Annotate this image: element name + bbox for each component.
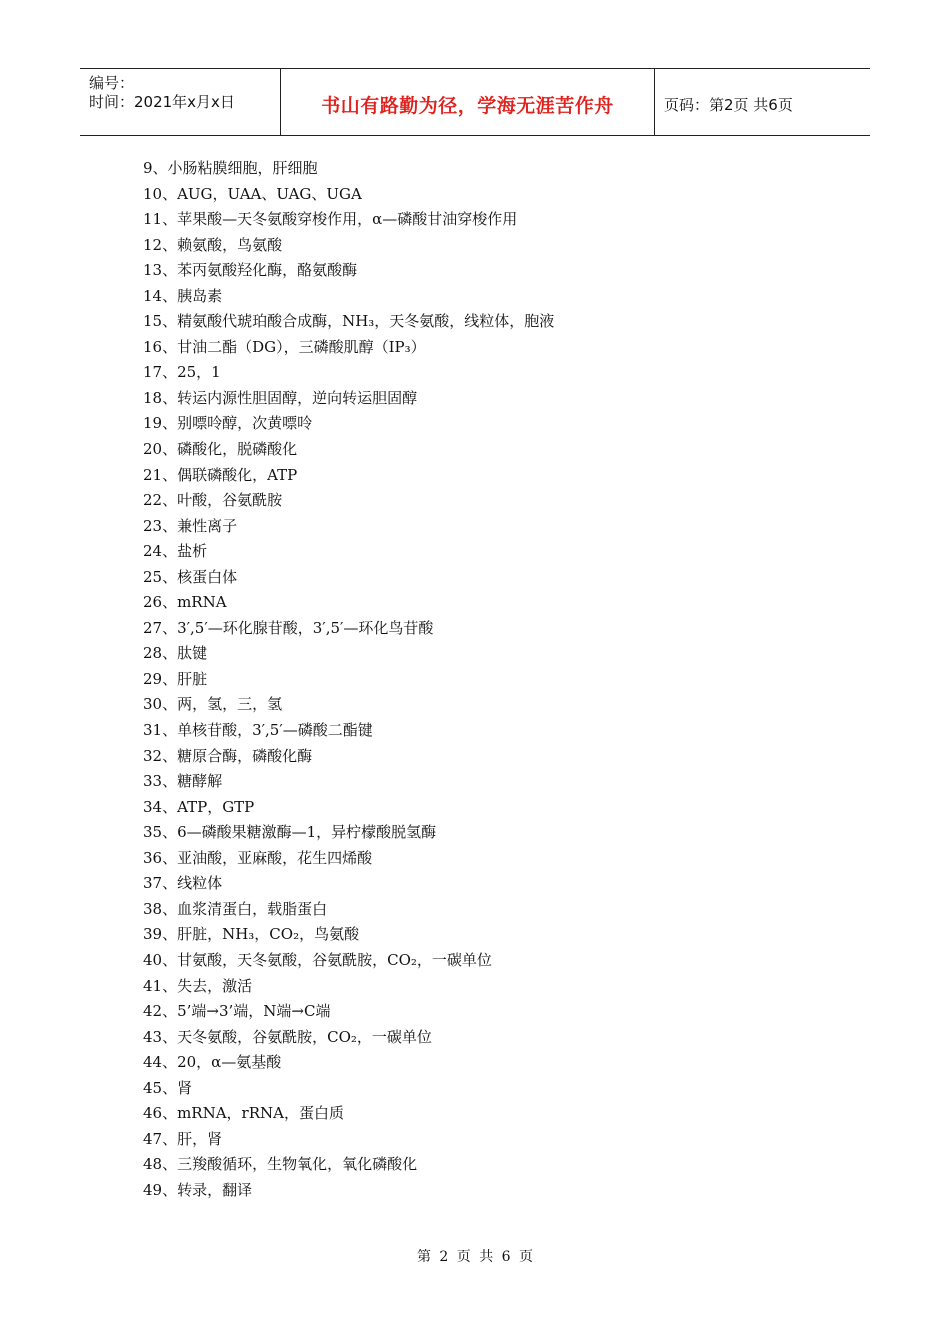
answer-item: 26、mRNA bbox=[143, 593, 227, 612]
answer-item: 30、两，氢，三，氢 bbox=[143, 695, 283, 714]
answer-item: 46、mRNA，rRNA，蛋白质 bbox=[143, 1104, 344, 1123]
answer-item: 13、苯丙氨酸羟化酶，酪氨酸酶 bbox=[143, 261, 358, 280]
answer-item: 36、亚油酸，亚麻酸，花生四烯酸 bbox=[143, 848, 373, 867]
answer-item: 33、糖酵解 bbox=[143, 772, 223, 791]
answer-item: 17、25，1 bbox=[143, 363, 221, 382]
header-page-cell bbox=[655, 69, 870, 135]
answer-item: 38、血浆清蛋白，载脂蛋白 bbox=[143, 899, 328, 918]
answer-item: 45、肾 bbox=[143, 1078, 193, 1097]
answer-item: 27、3′,5′—环化腺苷酸，3′,5′—环化鸟苷酸 bbox=[143, 618, 434, 637]
answer-item: 48、三羧酸循环，生物氧化，氧化磷酸化 bbox=[143, 1155, 418, 1174]
answer-item: 34、ATP，GTP bbox=[143, 797, 255, 816]
document-date-label: 时间：2021年x月x日 bbox=[89, 93, 235, 111]
answer-item: 19、别嘌呤醇，次黄嘌呤 bbox=[143, 414, 313, 433]
answer-item: 31、单核苷酸，3′,5′—磷酸二酯键 bbox=[143, 721, 373, 740]
answer-item: 49、转录，翻译 bbox=[143, 1180, 253, 1199]
answer-item: 18、转运内源性胆固醇，逆向转运胆固醇 bbox=[143, 388, 418, 407]
answer-item: 44、20，α—氨基酸 bbox=[143, 1053, 282, 1072]
answer-item: 14、胰岛素 bbox=[143, 286, 223, 305]
answer-item: 42、5’端→3’端，N端→C端 bbox=[143, 1002, 331, 1021]
answer-item: 41、失去，激活 bbox=[143, 976, 253, 995]
answer-item: 37、线粒体 bbox=[143, 874, 223, 893]
answer-item: 20、磷酸化，脱磷酸化 bbox=[143, 440, 298, 459]
answer-item: 40、甘氨酸，天冬氨酸，谷氨酰胺，CO₂，一碳单位 bbox=[143, 950, 492, 969]
answer-item: 9、小肠粘膜细胞，肝细胞 bbox=[143, 159, 318, 177]
answer-item: 21、偶联磷酸化，ATP bbox=[143, 465, 298, 484]
header-motto: 书山有路勤为径，学海无涯苦作舟 bbox=[321, 95, 614, 117]
header-info-cell bbox=[80, 69, 281, 135]
answer-item: 10、AUG，UAA、UAG、UGA bbox=[143, 184, 362, 203]
answer-item: 25、核蛋白体 bbox=[143, 567, 238, 586]
answer-item: 24、盐析 bbox=[143, 542, 208, 561]
answer-item: 15、精氨酸代琥珀酸合成酶，NH₃，天冬氨酸，线粒体，胞液 bbox=[143, 312, 555, 331]
answer-item: 35、6—磷酸果糖激酶—1，异柠檬酸脱氢酶 bbox=[143, 823, 437, 842]
answer-item: 11、苹果酸—天冬氨酸穿梭作用，α—磷酸甘油穿梭作用 bbox=[143, 210, 518, 229]
page-header bbox=[80, 68, 870, 136]
answer-list bbox=[143, 156, 554, 1203]
answer-item: 29、肝脏 bbox=[143, 669, 208, 688]
document-number-label: 编号： bbox=[89, 74, 135, 92]
answer-item: 32、糖原合酶，磷酸化酶 bbox=[143, 746, 313, 765]
answer-item: 23、兼性离子 bbox=[143, 516, 238, 535]
page-footer: 第 2 页 共 6 页 bbox=[416, 1249, 534, 1265]
answer-item: 43、天冬氨酸，谷氨酰胺，CO₂，一碳单位 bbox=[143, 1027, 432, 1046]
header-motto-cell bbox=[281, 69, 655, 135]
answer-item: 28、肽键 bbox=[143, 644, 208, 663]
answer-item: 22、叶酸，谷氨酰胺 bbox=[143, 491, 283, 510]
header-page-code: 页码：第2页 共6页 bbox=[664, 96, 793, 114]
answer-item: 39、肝脏，NH₃，CO₂，鸟氨酸 bbox=[143, 925, 360, 944]
answer-item: 12、赖氨酸，鸟氨酸 bbox=[143, 235, 283, 254]
answer-item: 47、肝，肾 bbox=[143, 1129, 223, 1148]
answer-item: 16、甘油二酯（DG），三磷酸肌醇（IP₃） bbox=[143, 337, 426, 356]
